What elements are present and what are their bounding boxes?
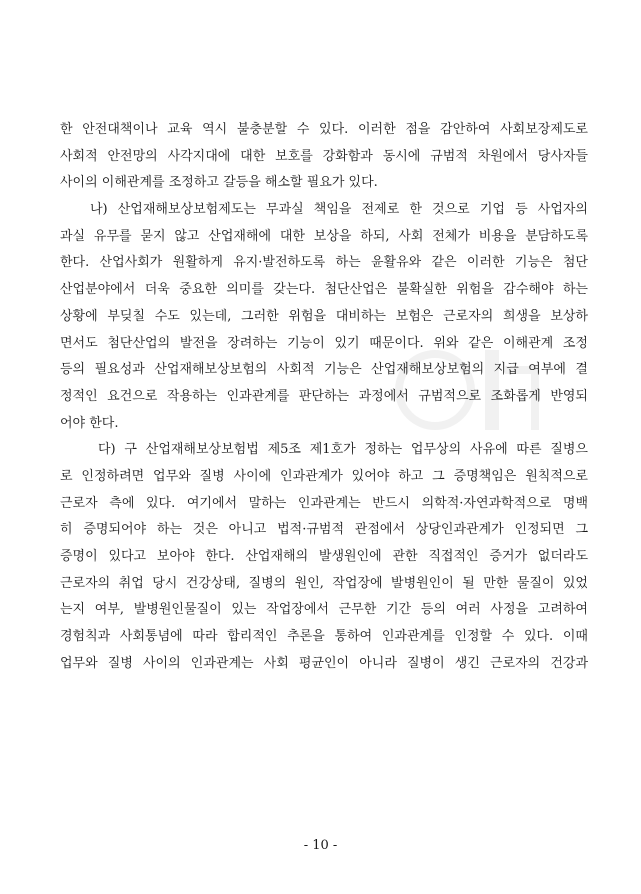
text-line: 나) 산업재해보상보험제도는 무과실 책임을 전제로 한 것으로 기업 등 사업자의 bbox=[90, 202, 588, 218]
text-line: 한 안전대책이나 교육 역시 불충분할 수 있다. 이러한 점을 감안하여 사회보장제도로 bbox=[60, 122, 588, 137]
text-line: 로 인정하려면 업무와 질병 사이에 인과관계가 있어야 하고 그 증명책임은 원칙적으로 bbox=[60, 468, 588, 484]
text-line: 정적인 요건으로 작용하는 인과관계를 판단하는 과정에서 규범적으로 조화롭게 반영되 bbox=[60, 388, 588, 404]
text-line: 경험칙과 사회통념에 따라 합리적인 추론을 통하여 인과관계를 인정할 수 있다. 이때 bbox=[60, 629, 588, 645]
text-line: 사회적 안전망의 사각지대에 대한 보호를 강화함과 동시에 규범적 차원에서 당사자들 bbox=[60, 148, 588, 164]
body-text bbox=[60, 117, 588, 677]
page-number: - 10 - bbox=[303, 838, 338, 853]
text-line: 상황에 부딪칠 수도 있는데, 그러한 위험을 대비하는 보험은 근로자의 희생을 보상하 bbox=[60, 308, 588, 324]
text-line: 산업분야에서 더욱 중요한 의미를 갖는다. 첨단산업은 불확실한 위험을 감수해야 하는 bbox=[60, 282, 588, 298]
text-line: 근로자 측에 있다. 여기에서 말하는 인과관계는 반드시 의학적·자연과학적으로 명백 bbox=[60, 495, 588, 511]
text-line: 등의 필요성과 산업재해보상보험의 사회적 기능은 산업재해보상보험의 지급 여부에 결 bbox=[60, 362, 588, 378]
text-line: 히 증명되어야 하는 것은 아니고 법적·규범적 관점에서 상당인과관계가 인정되면 그 bbox=[60, 522, 588, 538]
text-line: 사이의 이해관계를 조정하고 갈등을 해소할 필요가 있다. bbox=[60, 175, 378, 191]
text-line: 어야 한다. bbox=[60, 415, 119, 431]
text-line: 업무와 질병 사이의 인과관계는 사회 평균인이 아니라 질병이 생긴 근로자의 건강과 bbox=[60, 655, 588, 671]
text-line: 면서도 첨단산업의 발전을 장려하는 기능이 있기 때문이다. 위와 같은 이해관계 조정 bbox=[60, 335, 588, 351]
text-line: 한다. 산업사회가 원활하게 유지·발전하도록 하는 윤활유와 같은 이러한 기능은 첨단 bbox=[60, 255, 588, 271]
text-line: 다) 구 산업재해보상보험법 제5조 제1호가 정하는 업무상의 사유에 따른 질병으 bbox=[98, 442, 588, 458]
text-line: 증명이 있다고 보아야 한다. 산업재해의 발생원인에 관한 직접적인 증거가 없더라도 bbox=[60, 549, 588, 564]
text-line: 근로자의 취업 당시 건강상태, 질병의 원인, 작업장에 발병원인이 될 만한 물질이 있었 bbox=[60, 575, 588, 591]
text-line: 는지 여부, 발병원인물질이 있는 작업장에서 근무한 기간 등의 여러 사정을 고려하여 bbox=[60, 602, 588, 618]
text-line: 과실 유무를 묻지 않고 산업재해에 대한 보상을 하되, 사회 전체가 비용을 분담하도록 bbox=[60, 228, 588, 244]
